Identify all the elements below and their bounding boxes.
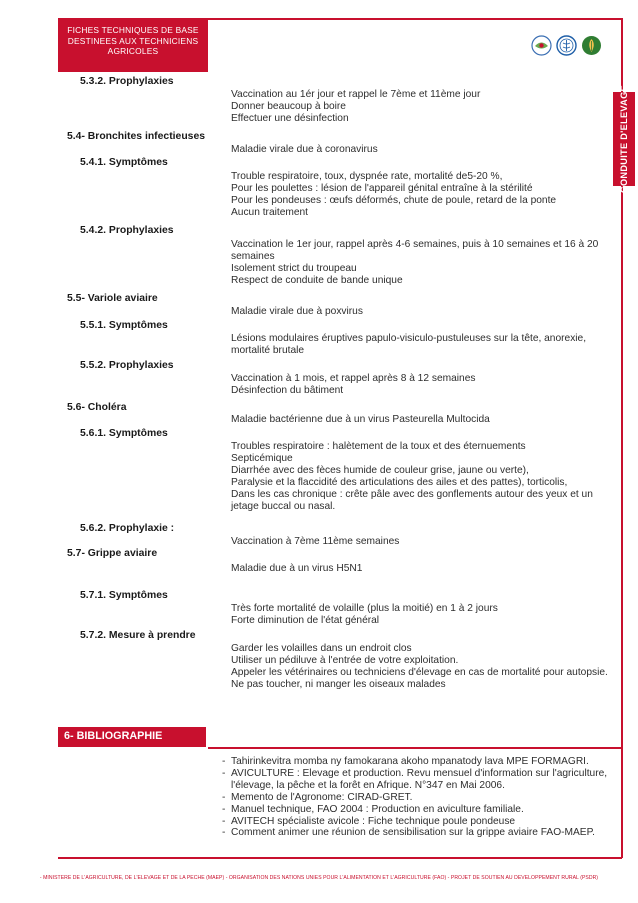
text-line: Vaccination au 1ér jour et rappel le 7ème et 11ème jour bbox=[231, 89, 481, 100]
heading-5-5: 5.5- Variole aviaire bbox=[67, 293, 158, 304]
text-line: Maladie virale due à coronavirus bbox=[231, 144, 378, 155]
block-5-5-2 bbox=[231, 373, 613, 397]
text-line: Isolement strict du troupeau bbox=[231, 262, 357, 274]
text-line: Septicémique bbox=[231, 452, 293, 464]
block-5-6 bbox=[231, 414, 613, 426]
text-line: Donner beaucoup à boire bbox=[231, 100, 346, 112]
text-line: Forte diminution de l'état général bbox=[231, 614, 380, 626]
bibliography-rule bbox=[208, 747, 622, 749]
heading-5-4-1: 5.4.1. Symptômes bbox=[80, 157, 168, 168]
bibliography-item: - Tahirinkevitra momba ny famokarana akoho mpanatody lava MPE FORMAGRI. bbox=[222, 756, 614, 768]
fao-logo bbox=[556, 35, 577, 56]
side-tab-label: CONDUITE D'ELEVAGE bbox=[619, 85, 629, 193]
text-line: Paralysie et la flaccidité des articulations des ailes et des pattes), torticolis, bbox=[231, 476, 568, 488]
heading-5-6-2: 5.6.2. Prophylaxie : bbox=[80, 523, 175, 534]
header-line: DESTINEES AUX TECHNICIENS bbox=[67, 35, 199, 46]
header-line: FICHES TECHNIQUES DE BASE bbox=[67, 25, 199, 35]
heading-5-6-1: 5.6.1. Symptômes bbox=[80, 428, 168, 439]
bibliography-item: - AVITECH spécialiste avicole : Fiche technique poule pondeuse bbox=[222, 816, 614, 828]
block-5-3-2 bbox=[231, 89, 613, 125]
bibliography-item: - Comment animer une réunion de sensibilisation sur la grippe aviaire FAO-MAEP. bbox=[222, 827, 614, 839]
text-line: Vaccination à 7ème 11ème semaines bbox=[231, 536, 400, 547]
block-5-5-1 bbox=[231, 333, 613, 357]
bibliography-list bbox=[222, 756, 614, 839]
block-5-4-1 bbox=[231, 171, 613, 219]
block-5-6-1 bbox=[231, 441, 613, 512]
section-side-tab bbox=[613, 85, 635, 193]
heading-5-5-2: 5.5.2. Prophylaxies bbox=[80, 360, 174, 371]
heading-5-6: 5.6- Choléra bbox=[67, 402, 127, 413]
page-footer: - MINISTERE DE L'AGRICULTURE, DE L'ELEVAGE ET DE LA PECHE (MAEP) - ORGANISATION DES NATIONS UNIES POUR L'ALIMENTATION ET L'AGRICULTURE (FAO) - PROJET DE SOUTIEN AU DEVELOPPEMENT RURAL (PSDR) bbox=[39, 875, 599, 881]
text-line: Trouble respiratoire, toux, dyspnée rate, mortalité de5-20 %, bbox=[231, 171, 503, 182]
text-line: Effectuer une désinfection bbox=[231, 112, 349, 124]
bibliography-item: - Manuel technique, FAO 2004 : Production en aviculture familiale. bbox=[222, 804, 614, 816]
text-line: Garder les volailles dans un endroit clos bbox=[231, 643, 412, 654]
text-line: Pour les pondeuses : œufs déformés, chute de poule, retard de la ponte bbox=[231, 194, 557, 206]
text-line: Vaccination le 1er jour, rappel après 4-6 semaines, puis à 10 semaines et 16 à 20 semaines bbox=[231, 239, 599, 262]
bibliography-item: - AVICULTURE : Elevage et production. Revu mensuel d'information sur l'agriculture, l'élevage, la pêche et la forêt en Afrique. N°347 en Mai 2006. bbox=[222, 768, 614, 792]
heading-5-3-2: 5.3.2. Prophylaxies bbox=[80, 76, 174, 87]
text-line: Troubles respiratoire : halètement de la toux et des éternuements bbox=[231, 441, 526, 452]
block-5-7-2 bbox=[231, 643, 613, 691]
text-line: Diarrhée avec des fèces humide de couleur grise, jaune ou verte), bbox=[231, 464, 529, 476]
text-line: Maladie virale due à poxvirus bbox=[231, 306, 363, 317]
text-line: Utiliser un pédiluve à l'entrée de votre exploitation. bbox=[231, 654, 459, 666]
text-line: Respect de conduite de bande unique bbox=[231, 274, 403, 286]
heading-5-7: 5.7- Grippe aviaire bbox=[67, 548, 158, 559]
block-5-6-2 bbox=[231, 536, 613, 548]
text-line: Maladie bactérienne due à un virus Pasteurella Multocida bbox=[231, 414, 490, 425]
text-line: Vaccination à 1 mois, et rappel après 8 à 12 semaines bbox=[231, 373, 476, 384]
text-line: Lésions modulaires éruptives papulo-visiculo-pustuleuses sur la tête, anorexie, mortalité brutale bbox=[231, 333, 587, 356]
block-5-5 bbox=[231, 306, 613, 318]
heading-5-7-2: 5.7.2. Mesure à prendre bbox=[80, 630, 196, 641]
block-5-7 bbox=[231, 563, 613, 575]
partner-logos bbox=[531, 30, 606, 60]
bibliography-item: - Memento de l'Agronome: CIRAD-GRET. bbox=[222, 792, 614, 804]
text-line: Ne pas toucher, ni manger les oiseaux malades bbox=[231, 678, 446, 690]
block-5-7-1 bbox=[231, 603, 613, 627]
heading-5-4: 5.4- Bronchites infectieuses bbox=[67, 131, 206, 142]
bibliography-heading: 6- BIBLIOGRAPHIE bbox=[58, 727, 206, 747]
heading-5-5-1: 5.5.1. Symptômes bbox=[80, 320, 168, 331]
text-line: Appeler les vétérinaires ou techniciens d'élevage en cas de mortalité pour autopsie. bbox=[231, 666, 608, 678]
header-line: AGRICOLES bbox=[107, 46, 159, 57]
text-line: Maladie due à un virus H5N1 bbox=[231, 563, 363, 574]
text-line: Désinfection du bâtiment bbox=[231, 384, 344, 396]
text-line: Aucun traitement bbox=[231, 206, 309, 218]
psdr-logo bbox=[581, 35, 602, 56]
block-5-4 bbox=[231, 144, 613, 156]
frame-bottom-border bbox=[58, 857, 622, 859]
text-line: Très forte mortalité de volaille (plus la moitié) en 1 à 2 jours bbox=[231, 603, 498, 614]
text-line: Pour les poulettes : lésion de l'appareil génital entraîne à la stérilité bbox=[231, 182, 533, 194]
maep-logo bbox=[531, 35, 552, 56]
heading-5-4-2: 5.4.2. Prophylaxies bbox=[80, 225, 174, 236]
text-line: Dans les cas chronique : crête pâle avec des gonflements autour des yeux et un jetage buccal ou nasal. bbox=[231, 488, 593, 512]
document-series-header bbox=[58, 20, 208, 72]
heading-5-7-1: 5.7.1. Symptômes bbox=[80, 590, 168, 601]
block-5-4-2 bbox=[231, 239, 613, 287]
